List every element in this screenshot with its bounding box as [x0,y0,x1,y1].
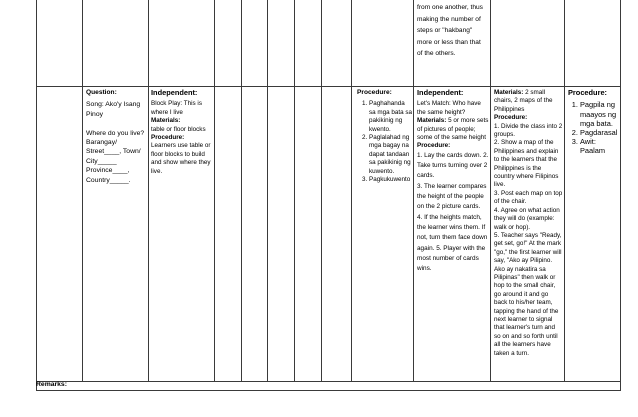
grid-line [321,0,322,381]
procedure-label: Procedure: [151,134,185,142]
procedure-text: 1. Divide the class into 2 groups. 2. Show a map of the Philippines and explain to the learners that the Philippines is the country where Filipinos live. 3. Post each map on top of the chair. 4. Agree on what action they will do (example: walk or hop). 5. Teacher says "Ready, get set, go!" At the mark "go," the first learner will say, "Ako ay Pilipino. Ako ay nakatira sa Pilipinas" then walk or hop to the small chair, go around it and go back to his/her team, tapping the hand of the next learner to signal that learner's turn and so on and so forth until all the learners have taken a turn. [494,122,563,357]
grid-line [36,0,37,390]
grid-line [36,381,621,382]
procedure-label: Procedure: [417,142,451,150]
procedure-step: 2. Pagdarasal [580,128,619,137]
materials-text: 5 or more sets of pictures of people; some of the same height [417,117,489,142]
grid-line [490,0,491,381]
question-text: Song: Ako'y Isang Pinoy Where do you live? Barangay/ Street____, Town/ City_____ Province____, Country_____. [86,101,145,184]
grid-line [241,0,242,381]
activity-title: Block Play: This is where I live [151,100,202,116]
procedure-step: 1. Paghahanda sa mga bata sa pakikinig ng kwento. [369,100,413,134]
grid-line [36,390,621,391]
materials-label: Materials: [494,89,524,96]
grid-line [564,0,565,381]
procedure-step: 3. Awit: Paalam [580,137,619,155]
lets-match-cell [417,89,489,274]
materials-text: 2 small chairs, 2 maps of the Philippines [494,89,553,113]
procedure-heading: Procedure: [357,89,392,96]
independent-block-play-cell [151,89,213,176]
materials-label: Materials: [417,117,447,125]
procedure-step: 1. Pagpila ng maayos ng mga bata. [580,100,619,128]
grid-line [294,0,295,381]
independent-heading: Independent: [151,89,198,97]
independent-heading: Independent: [417,89,464,97]
question-heading: Question: [86,89,117,96]
story-procedure-cell [357,89,413,184]
grid-line [82,0,83,381]
procedure-step: 2. Paglalahad ng mga bagay na dapat tandaan sa pakikinig ng kuwento. [369,134,413,176]
grid-line [36,86,621,87]
procedure-text: 1. Lay the cards down. 2. Take turns turning over 2 cards. 3. The learner compares the height of the people on the 2 picture cards. 4. If the heights match, the learner wins them. If not, turn them face down again. 5. Player with the most number of cards wins. [417,151,489,273]
closing-procedure-cell [568,89,619,156]
grid-line [148,0,149,381]
procedure-label: Procedure: [494,114,528,122]
procedure-heading: Procedure: [568,89,608,97]
grid-line [214,0,215,381]
relay-game-cell [494,89,563,358]
grid-line [351,0,352,381]
procedure-text: Learners use table or floor blocks to build and show where they live. [151,142,211,175]
grid-line [620,0,621,390]
question-cell [86,89,146,185]
procedure-step: 3. Pagkukuwento [369,176,413,184]
remarks-label: Remarks: [36,381,67,388]
continuation-cell [417,2,487,60]
materials-text: table or floor blocks [151,125,206,133]
activity-title: Let's Match: Who have the same height? [417,100,481,116]
materials-label: Materials: [151,117,181,125]
continuation-text: from one another, thus making the number of steps or "hakbang" more or less than that of the others. [417,4,483,58]
grid-line [267,0,268,381]
grid-line [413,0,414,381]
